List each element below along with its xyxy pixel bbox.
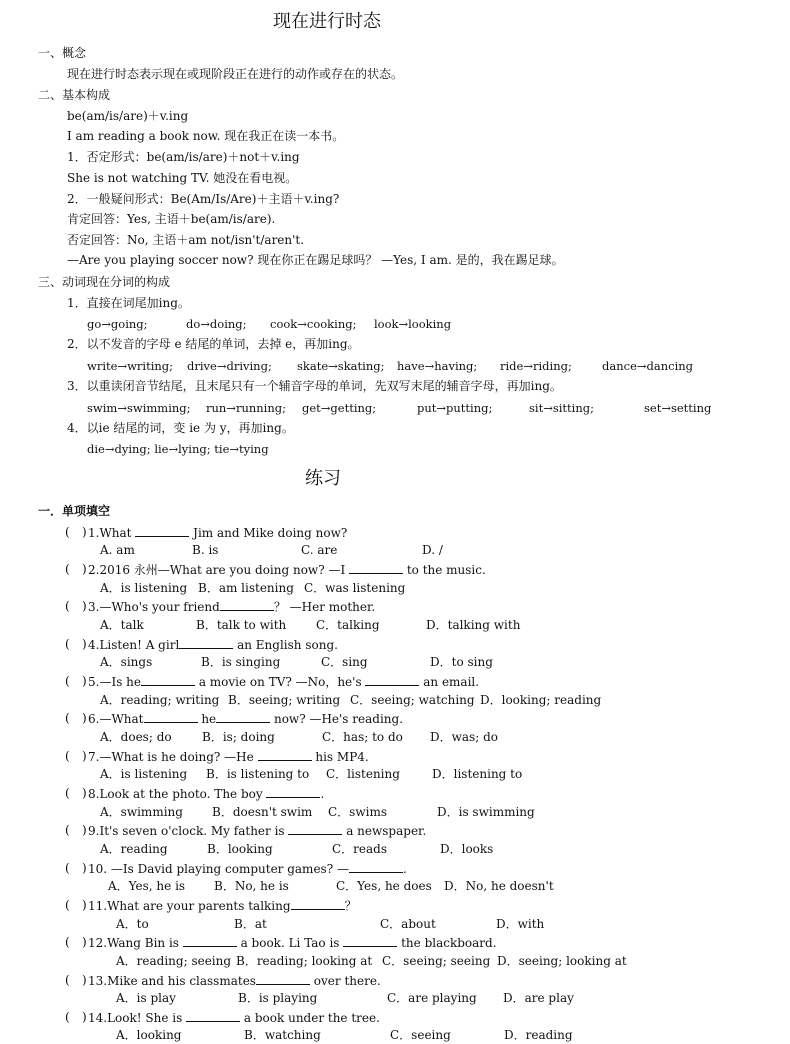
answer-blank <box>288 823 342 835</box>
option: D．looking; reading <box>480 693 602 707</box>
option: C．was listening <box>304 581 406 595</box>
option: A．is listening <box>100 767 188 781</box>
example-word: run→running; <box>206 401 286 415</box>
option: D．seeing; looking at <box>497 954 627 968</box>
example-word: look→looking <box>374 317 452 331</box>
option: A．does; do <box>100 730 172 744</box>
option: B．doesn't swim <box>212 805 313 819</box>
option: D．looks <box>440 842 494 856</box>
section-heading-structure: 二、基本构成 <box>38 88 111 102</box>
answer-paren-open: ( <box>65 898 70 912</box>
answer-paren-close: ) <box>82 562 87 576</box>
option: B．looking <box>207 842 273 856</box>
answer-paren-open: ( <box>65 1010 70 1024</box>
example-word: swim→swimming; <box>87 401 191 415</box>
answer-paren-close: ) <box>82 973 87 987</box>
practice-title: 练习 <box>305 468 341 489</box>
option: A．reading <box>100 842 168 856</box>
question-stem: 9.It's seven o'clock. My father is a newspaper. <box>88 824 427 838</box>
option: B．is listening to <box>206 767 310 781</box>
option: A. am <box>100 543 135 557</box>
answer-blank <box>216 711 270 723</box>
answer-paren-close: ) <box>82 935 87 949</box>
option: D．to sing <box>430 655 493 669</box>
example-word: set→setting <box>644 401 712 415</box>
example-word: put→putting; <box>417 401 493 415</box>
practice-heading: 一．单项填空 <box>38 504 111 518</box>
option: A．swimming <box>100 805 183 819</box>
option: D．is swimming <box>437 805 535 819</box>
option: A．Yes, he is <box>108 879 186 893</box>
option: C．talking <box>316 618 380 632</box>
answer-paren-close: ) <box>82 1010 87 1024</box>
answer-blank <box>266 786 320 798</box>
example-word: sit→sitting; <box>529 401 594 415</box>
answer-paren-close: ) <box>82 823 87 837</box>
page-title: 现在进行时态 <box>273 11 381 32</box>
option: C．sing <box>321 655 368 669</box>
question-stem: 1.What Jim and Mike doing now? <box>88 526 348 540</box>
answer-blank <box>135 525 189 537</box>
question-stem: 3.—Who's your friend ？ —Her mother. <box>88 600 376 614</box>
question-stem: 5.—Is he a movie on TV? —No，he's an email. <box>88 675 480 689</box>
answer-paren-open: ( <box>65 562 70 576</box>
answer-paren-close: ) <box>82 525 87 539</box>
structure-line: 肯定回答：Yes, 主语＋be(am/is/are). <box>67 212 276 226</box>
option: C. are <box>301 543 338 557</box>
option: C．Yes, he does <box>336 879 432 893</box>
answer-paren-open: ( <box>65 861 70 875</box>
rule-text: 4．以ie 结尾的词，变 ie 为 y，再加ing。 <box>67 421 294 435</box>
example-word: have→having; <box>397 359 478 373</box>
option: D. / <box>422 543 443 557</box>
option: A．is play <box>116 991 176 1005</box>
answer-paren-open: ( <box>65 935 70 949</box>
structure-line: 2．一般疑问形式：Be(Am/Is/Are)＋主语＋v.ing? <box>67 192 340 206</box>
option: D．talking with <box>426 618 521 632</box>
option: C．are playing <box>387 991 477 1005</box>
option: C．listening <box>326 767 400 781</box>
answer-blank <box>256 973 310 985</box>
example-word: do→doing; <box>186 317 247 331</box>
answer-paren-close: ) <box>82 898 87 912</box>
question-stem: 14.Look! She is a book under the tree. <box>88 1011 380 1025</box>
option: A．reading; seeing <box>116 954 232 968</box>
answer-paren-open: ( <box>65 525 70 539</box>
structure-line: —Are you playing soccer now? 现在你正在踢足球吗？ —Yes, I am. 是的，我在踢足球。 <box>67 253 564 267</box>
answer-blank <box>258 749 312 761</box>
answer-paren-open: ( <box>65 786 70 800</box>
option: B．am listening <box>198 581 294 595</box>
structure-line: 1．否定形式：be(am/is/are)＋not＋v.ing <box>67 150 300 164</box>
answer-blank <box>179 637 233 649</box>
answer-paren-open: ( <box>65 599 70 613</box>
option: B．reading; looking at <box>236 954 373 968</box>
option: A．looking <box>116 1028 182 1042</box>
option: B．seeing; writing <box>228 693 341 707</box>
option: D．listening to <box>432 767 523 781</box>
example-word: die→dying; lie→lying; tie→tying <box>87 442 269 456</box>
option: A．reading; writing <box>100 693 220 707</box>
option: B．watching <box>244 1028 321 1042</box>
question-stem: 4.Listen! A girl an English song. <box>88 638 338 652</box>
question-stem: 8.Look at the photo. The boy . <box>88 787 325 801</box>
question-stem: 12.Wang Bin is a book. Li Tao is the blackboard. <box>88 936 497 950</box>
answer-paren-close: ) <box>82 599 87 613</box>
example-word: go→going; <box>87 317 148 331</box>
answer-paren-close: ) <box>82 861 87 875</box>
answer-paren-open: ( <box>65 823 70 837</box>
answer-blank <box>365 674 419 686</box>
option: C．seeing; watching <box>350 693 475 707</box>
answer-paren-open: ( <box>65 973 70 987</box>
structure-line: I am reading a book now. 现在我正在读一本书。 <box>67 129 345 143</box>
option: C．reads <box>332 842 388 856</box>
answer-blank <box>291 898 345 910</box>
option: C．has; to do <box>322 730 403 744</box>
structure-line: be(am/is/are)＋v.ing <box>67 109 189 123</box>
option: B．is playing <box>238 991 318 1005</box>
question-stem: 13.Mike and his classmates over there. <box>88 974 381 988</box>
answer-paren-close: ) <box>82 749 87 763</box>
answer-paren-open: ( <box>65 711 70 725</box>
example-word: ride→riding; <box>500 359 572 373</box>
answer-blank <box>349 861 403 873</box>
section-heading-concept: 一、概念 <box>38 46 87 60</box>
structure-line: 否定回答：No, 主语＋am not/isn't/aren't. <box>67 233 305 247</box>
answer-paren-close: ) <box>82 637 87 651</box>
rule-text: 3．以重读闭音节结尾，且末尾只有一个辅音字母的单词，先双写末尾的辅音字母，再加ing。 <box>67 379 562 393</box>
question-stem: 7.—What is he doing? —He his MP4. <box>88 750 369 764</box>
answer-blank <box>343 935 397 947</box>
option: B．is; doing <box>202 730 275 744</box>
answer-paren-close: ) <box>82 786 87 800</box>
option: D．No, he doesn't <box>444 879 554 893</box>
question-stem: 10. —Is David playing computer games? — . <box>88 862 407 876</box>
option: C．about <box>380 917 436 931</box>
answer-paren-open: ( <box>65 749 70 763</box>
example-word: drive→driving; <box>187 359 272 373</box>
example-word: dance→dancing <box>602 359 694 373</box>
option: B. is <box>192 543 219 557</box>
answer-paren-close: ) <box>82 674 87 688</box>
answer-blank <box>186 1010 240 1022</box>
answer-blank <box>349 562 403 574</box>
answer-paren-open: ( <box>65 637 70 651</box>
answer-paren-open: ( <box>65 674 70 688</box>
option: B．No, he is <box>214 879 289 893</box>
option: A．sings <box>100 655 153 669</box>
question-stem: 6.—What he now? —He's reading. <box>88 712 404 726</box>
example-word: get→getting; <box>302 401 377 415</box>
structure-line: She is not watching TV. 她没在看电视。 <box>67 171 298 185</box>
rule-text: 2．以不发音的字母 e 结尾的单词，去掉 e，再加ing。 <box>67 337 360 351</box>
option: C．seeing <box>390 1028 451 1042</box>
answer-blank <box>220 599 274 611</box>
option: B．talk to with <box>196 618 287 632</box>
question-stem: 2.2016 永州—What are you doing now? —I to the music. <box>88 563 486 577</box>
example-word: cook→cooking; <box>270 317 357 331</box>
answer-blank <box>183 935 237 947</box>
option: D．with <box>496 917 545 931</box>
option: D．reading <box>504 1028 573 1042</box>
answer-blank <box>141 674 195 686</box>
option: C．seeing; seeing <box>382 954 491 968</box>
option: A．talk <box>100 618 144 632</box>
option: C．swims <box>328 805 387 819</box>
question-stem: 11.What are your parents talking ？ <box>88 899 357 913</box>
option: A．is listening <box>100 581 188 595</box>
option: A．to <box>116 917 149 931</box>
answer-paren-close: ) <box>82 711 87 725</box>
concept-text: 现在进行时态表示现在或现阶段正在进行的动作或存在的状态。 <box>67 67 404 81</box>
answer-blank <box>144 711 198 723</box>
option: B．is singing <box>201 655 281 669</box>
rule-text: 1．直接在词尾加ing。 <box>67 296 190 310</box>
section-heading-participle: 三、动词现在分词的构成 <box>38 275 171 289</box>
example-word: skate→skating; <box>297 359 385 373</box>
example-word: write→writing; <box>87 359 174 373</box>
option: D．are play <box>503 991 574 1005</box>
option: B．at <box>234 917 267 931</box>
option: D．was; do <box>430 730 498 744</box>
